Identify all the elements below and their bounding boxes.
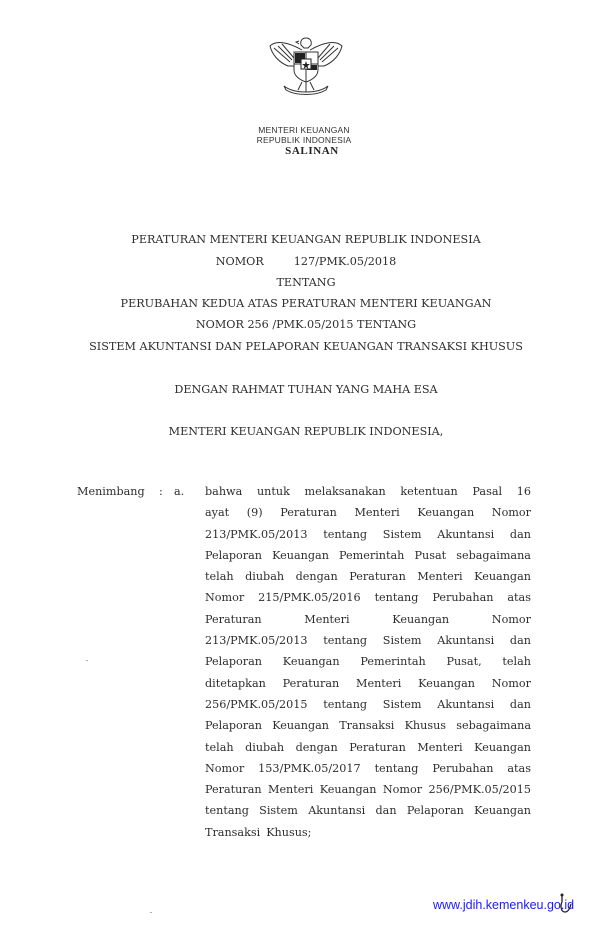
- word: Keuangan: [418, 676, 475, 690]
- scan-speck: [86, 660, 88, 661]
- text-line: [205, 762, 531, 783]
- word: tentang: [323, 634, 368, 648]
- word: Menteri: [354, 506, 400, 520]
- garuda-emblem-icon: [266, 32, 346, 98]
- word: 16: [516, 485, 531, 498]
- word: Akuntansi: [437, 634, 495, 648]
- word: Sistem: [382, 697, 422, 711]
- word: ayat: [205, 506, 230, 520]
- word: Keuangan: [474, 570, 531, 584]
- word: 213/PMK.05/2013: [205, 527, 308, 541]
- text-line: [205, 634, 531, 655]
- word: Sistem: [382, 527, 422, 541]
- word: 213/PMK.05/2013: [205, 634, 308, 648]
- text-line: [205, 698, 531, 719]
- considering-colon: :: [159, 485, 163, 498]
- word: Sistem: [382, 634, 422, 648]
- word: Pusat,: [446, 655, 482, 669]
- nomor-value: 127/PMK.05/2018: [293, 255, 397, 268]
- word: Menteri: [304, 612, 350, 626]
- word: Keuangan: [392, 612, 450, 626]
- subject-line-2: NOMOR 256 /PMK.05/2015 TENTANG: [195, 318, 417, 331]
- word: sebagaimana: [456, 548, 531, 562]
- word: Pelaporan: [205, 719, 263, 733]
- word: atas: [507, 591, 531, 605]
- word: Peraturan: [205, 783, 262, 797]
- word: 256/PMK.05/2015: [428, 783, 531, 797]
- word: Pelaporan: [205, 548, 263, 562]
- word: diubah: [245, 570, 285, 584]
- word: Nomor: [205, 591, 245, 605]
- word: untuk: [256, 485, 290, 498]
- word: 215/PMK.05/2016: [258, 591, 361, 605]
- text-line: [205, 826, 531, 847]
- word: Nomor: [382, 783, 423, 797]
- copy-stamp: SALINAN: [285, 145, 339, 157]
- page-mark-icon: [558, 892, 572, 916]
- word: Pemerintah: [360, 655, 426, 669]
- word: Menteri: [417, 740, 463, 754]
- text-line: [205, 549, 531, 570]
- text-line: [205, 677, 531, 698]
- text-line: [205, 655, 531, 676]
- word: telah: [205, 570, 234, 584]
- word: 153/PMK.05/2017: [258, 761, 361, 775]
- text-line: [205, 613, 531, 634]
- word: dan: [509, 634, 531, 648]
- word: Pemerintah: [339, 548, 405, 562]
- point-marker: a.: [174, 485, 185, 498]
- word: ketentuan: [400, 485, 458, 498]
- subject-line-3: SISTEM AKUNTANSI DAN PELAPORAN KEUANGAN TRANSAKSI KHUSUS: [89, 340, 523, 353]
- word: Keuangan: [319, 783, 377, 797]
- word: Keuangan: [272, 548, 329, 562]
- word: dan: [509, 697, 531, 711]
- word: Menteri: [417, 570, 463, 584]
- subject-line-1: PERUBAHAN KEDUA ATAS PERATURAN MENTERI KEUANGAN: [120, 297, 492, 310]
- word: Akuntansi: [308, 804, 366, 818]
- text-line: [205, 570, 531, 591]
- word: Menteri: [267, 783, 314, 797]
- word: diubah: [245, 740, 285, 754]
- word: Pelaporan: [205, 655, 263, 669]
- invocation: DENGAN RAHMAT TUHAN YANG MAHA ESA: [174, 383, 438, 396]
- text-line: [205, 485, 531, 506]
- ministry-name: MENTERI KEUANGAN: [258, 125, 350, 135]
- word: Keuangan: [417, 506, 475, 520]
- considering-text: [205, 485, 531, 847]
- word: tentang: [374, 591, 419, 605]
- country-name: REPUBLIK INDONESIA: [256, 135, 352, 145]
- word: (9): [246, 506, 263, 520]
- word: Akuntansi: [437, 697, 495, 711]
- word: Peraturan: [349, 740, 406, 754]
- word: dan: [375, 804, 397, 818]
- word: Keuangan: [474, 804, 531, 818]
- word: dengan: [295, 740, 338, 754]
- word: tentang: [323, 697, 368, 711]
- word: dengan: [295, 570, 338, 584]
- word: Peraturan: [280, 506, 337, 520]
- about-heading: TENTANG: [276, 276, 336, 289]
- considering-label: Menimbang: [77, 485, 145, 498]
- word: dan: [509, 527, 531, 541]
- regulation-number: [0, 255, 612, 268]
- word: Peraturan: [205, 612, 262, 626]
- scan-speck: [150, 912, 152, 913]
- word: Menteri: [356, 676, 402, 690]
- word: 256/PMK.05/2015: [205, 697, 308, 711]
- regulation-title: PERATURAN MENTERI KEUANGAN REPUBLIK INDONESIA: [131, 233, 481, 246]
- word: Nomor: [205, 761, 245, 775]
- word: Pusat: [414, 548, 447, 562]
- word: Keuangan: [282, 655, 340, 669]
- word: Akuntansi: [437, 527, 495, 541]
- word: Nomor: [491, 506, 531, 520]
- text-line: [205, 719, 531, 740]
- word: Nomor: [491, 676, 531, 690]
- text-line: [205, 506, 531, 527]
- word: Khusus;: [266, 825, 312, 839]
- word: Perubahan: [432, 761, 494, 775]
- word: Perubahan: [432, 591, 494, 605]
- word: melaksanakan: [304, 485, 386, 498]
- word: Sistem: [259, 804, 298, 818]
- word: Pelaporan: [406, 804, 464, 818]
- nomor-label: NOMOR: [215, 255, 264, 268]
- word: bahwa: [205, 485, 243, 498]
- word: Keuangan: [272, 719, 329, 733]
- word: Transaksi: [205, 825, 261, 839]
- word: tentang: [374, 761, 419, 775]
- authority: MENTERI KEUANGAN REPUBLIK INDONESIA,: [168, 425, 444, 438]
- word: ditetapkan: [205, 676, 266, 690]
- text-line: [205, 741, 531, 762]
- word: tentang: [205, 804, 249, 818]
- word: Pasal: [472, 485, 503, 498]
- word: Nomor: [491, 612, 531, 626]
- word: Peraturan: [282, 676, 340, 690]
- word: Keuangan: [474, 740, 531, 754]
- word: Khusus: [404, 719, 447, 733]
- text-line: [205, 528, 531, 549]
- word: sebagaimana: [456, 719, 531, 733]
- word: Peraturan: [349, 570, 406, 584]
- word: telah: [502, 655, 531, 669]
- text-line: [205, 591, 531, 612]
- word: tentang: [323, 527, 368, 541]
- word: atas: [507, 761, 531, 775]
- word: Transaksi: [339, 719, 395, 733]
- text-line: [205, 783, 531, 804]
- text-line: [205, 804, 531, 825]
- jdih-website-link[interactable]: www.jdih.kemenkeu.go.id: [433, 898, 575, 912]
- word: telah: [205, 740, 234, 754]
